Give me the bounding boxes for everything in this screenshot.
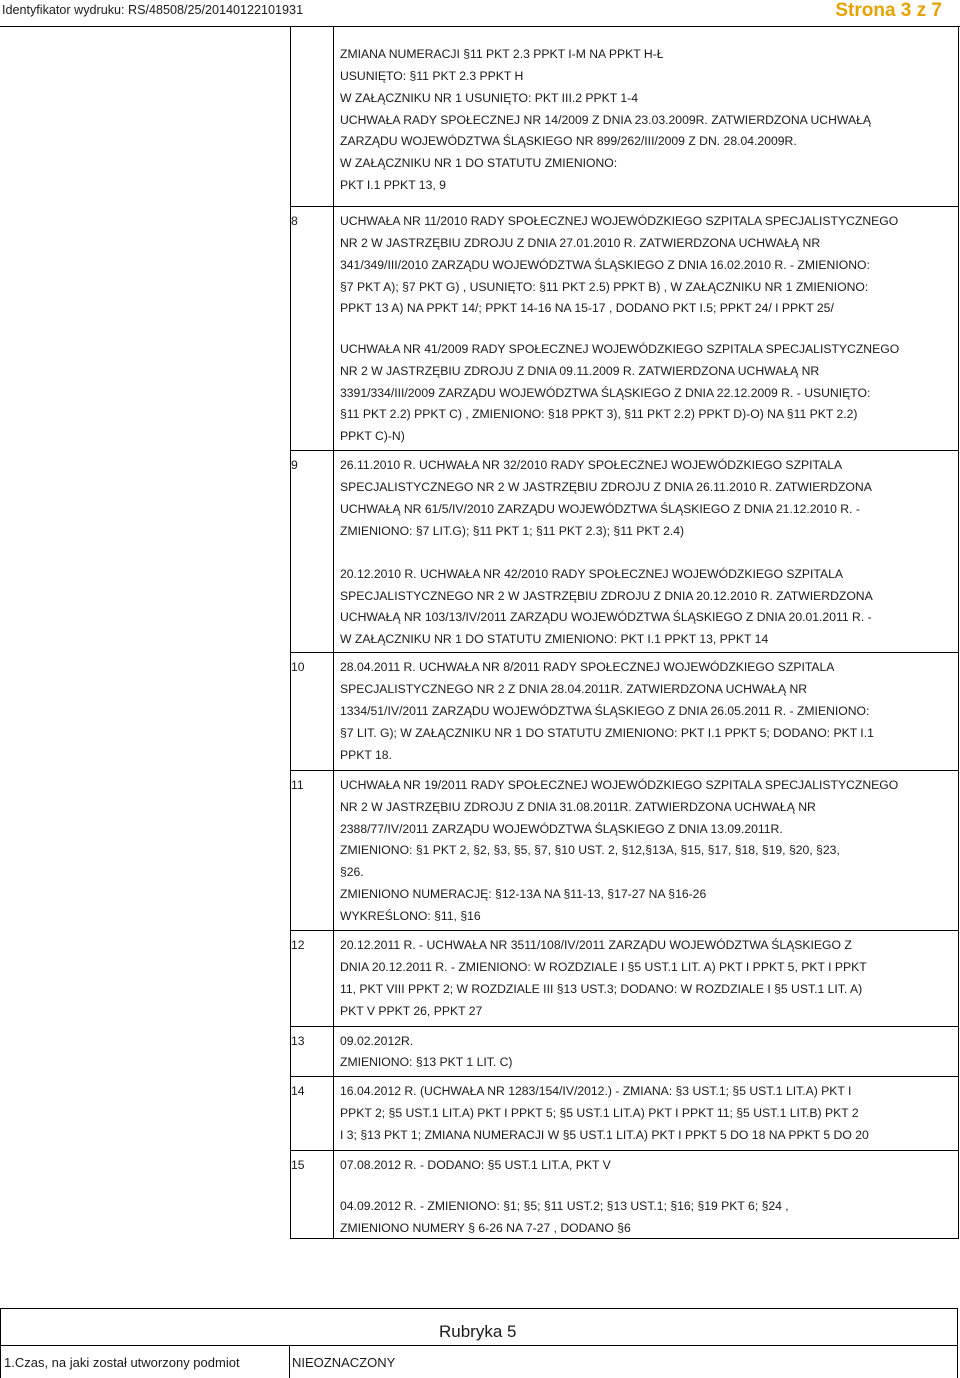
row-separator — [290, 206, 958, 207]
entry-line: 16.04.2012 R. (UCHWAŁA NR 1283/154/IV/2012.) - ZMIANA: §3 UST.1; §5 UST.1 LIT.A) PKT I — [340, 1084, 852, 1098]
entry-line: UCHWAŁA NR 41/2009 RADY SPOŁECZNEJ WOJEWÓDZKIEGO SZPITALA SPECJALISTYCZNEGO — [340, 342, 900, 356]
row-separator — [290, 652, 958, 653]
entry-line: PPKT 13 A) NA PPKT 14/; PPKT 14-16 NA 15-17 , DODANO PKT I.5; PPKT 24/ I PPKT 25/ — [340, 301, 834, 315]
entry-line: PPKT C)-N) — [340, 429, 405, 443]
entry-line: UCHWAŁĄ NR 61/5/IV/2010 ZARZĄDU WOJEWÓDZTWA ŚLĄSKIEGO Z DNIA 21.12.2010 R. - — [340, 502, 860, 516]
column-divider — [333, 26, 334, 1238]
footer-left-edge — [0, 1308, 1, 1378]
entry-line: UCHWAŁA NR 11/2010 RADY SPOŁECZNEJ WOJEWÓDZKIEGO SZPITALA SPECJALISTYCZNEGO — [340, 214, 899, 228]
entry-line: UCHWAŁĄ NR 103/13/IV/2011 ZARZĄDU WOJEWÓDZTWA ŚLĄSKIEGO Z DNIA 20.01.2011 R. - — [340, 610, 872, 624]
page-number: Strona 3 z 7 — [835, 0, 942, 21]
entry-line: 3391/334/III/2009 ZARZĄDU WOJEWÓDZTWA ŚLĄSKIEGO Z DNIA 22.12.2009 R. - USUNIĘTO: — [340, 386, 871, 400]
entry-line: ZMIENIONO: §7 LIT.G); §11 PKT 1; §11 PKT 2.3); §11 PKT 2.4) — [340, 524, 685, 538]
entry-line: DNIA 20.12.2011 R. - ZMIENIONO: W ROZDZIALE I §5 UST.1 LIT. A) PKT I PPKT 5, PKT I PPKT — [340, 960, 867, 974]
entry-line: UCHWAŁA RADY SPOŁECZNEJ NR 14/2009 Z DNIA 23.03.2009R. ZATWIERDZONA UCHWAŁĄ — [340, 113, 871, 127]
footer-top-rule — [0, 1308, 958, 1309]
row-number: 13 — [291, 1034, 305, 1048]
entry-line: 11, PKT VIII PPKT 2; W ROZDZIALE III §13 UST.3; DODANO: W ROZDZIALE I §5 UST.1 LIT. A) — [340, 982, 863, 996]
entry-line: §7 LIT. G); W ZAŁĄCZNIKU NR 1 DO STATUTU ZMIENIONO: PKT I.1 PPKT 5; DODANO: PKT I.1 — [340, 726, 874, 740]
entry-line: ZMIANA NUMERACJI §11 PKT 2.3 PPKT I-M NA PPKT H-Ł — [340, 47, 664, 61]
field-label: 1.Czas, na jaki został utworzony podmiot — [4, 1355, 240, 1370]
row-number: 10 — [291, 660, 305, 674]
entry-line: PPKT 18. — [340, 748, 392, 762]
entry-line: 09.02.2012R. — [340, 1034, 414, 1048]
entry-line: PKT I.1 PPKT 13, 9 — [340, 178, 446, 192]
entry-line: ZMIENIONO: §13 PKT 1 LIT. C) — [340, 1055, 513, 1069]
row-number: 12 — [291, 938, 305, 952]
entry-line: SPECJALISTYCZNEGO NR 2 W JASTRZĘBIU ZDROJU Z DNIA 20.12.2010 R. ZATWIERDZONA — [340, 589, 873, 603]
entry-line: 2388/77/IV/2011 ZARZĄDU WOJEWÓDZTWA ŚLĄSKIEGO Z DNIA 13.09.2011R. — [340, 822, 783, 836]
entry-line: 04.09.2012 R. - ZMIENIONO: §1; §5; §11 UST.2; §13 UST.1; §16; §19 PKT 6; §24 , — [340, 1199, 789, 1213]
entry-line: W ZAŁĄCZNIKU NR 1 DO STATUTU ZMIENIONO: PKT I.1 PPKT 13, PPKT 14 — [340, 632, 769, 646]
entry-line: 20.12.2010 R. UCHWAŁA NR 42/2010 RADY SPOŁECZNEJ WOJEWÓDZKIEGO SZPITALA — [340, 567, 844, 581]
row-separator — [290, 450, 958, 451]
entry-line: 1334/51/IV/2011 ZARZĄDU WOJEWÓDZTWA ŚLĄSKIEGO Z DNIA 26.05.2011 R. - ZMIENIONO: — [340, 704, 870, 718]
entry-line: 07.08.2012 R. - DODANO: §5 UST.1 LIT.A, PKT V — [340, 1158, 611, 1172]
row-number: 15 — [291, 1158, 305, 1172]
entry-line: SPECJALISTYCZNEGO NR 2 W JASTRZĘBIU ZDROJU Z DNIA 26.11.2010 R. ZATWIERDZONA — [340, 480, 872, 494]
entry-line: 26.11.2010 R. UCHWAŁA NR 32/2010 RADY SPOŁECZNEJ WOJEWÓDZKIEGO SZPITALA — [340, 458, 843, 472]
entry-line: USUNIĘTO: §11 PKT 2.3 PPKT H — [340, 69, 524, 83]
entry-line: 20.12.2011 R. - UCHWAŁA NR 3511/108/IV/2011 ZARZĄDU WOJEWÓDZTWA ŚLĄSKIEGO Z — [340, 938, 852, 952]
footer-field-divider — [289, 1345, 290, 1378]
section-title: Rubryka 5 — [439, 1322, 517, 1341]
entry-line: §7 PKT A); §7 PKT G) , USUNIĘTO: §11 PKT 2.5) PPKT B) , W ZAŁĄCZNIKU NR 1 ZMIENIONO: — [340, 280, 869, 294]
footer-right-edge — [957, 1308, 958, 1378]
entry-line: NR 2 W JASTRZĘBIU ZDROJU Z DNIA 09.11.2009 R. ZATWIERDZONA UCHWAŁĄ NR — [340, 364, 820, 378]
entry-line: ZMIENIONO: §1 PKT 2, §2, §3, §5, §7, §10 UST. 2, §12,§13A, §15, §17, §18, §19, §20, §23, — [340, 843, 840, 857]
row-separator — [290, 770, 958, 771]
row-number: 14 — [291, 1084, 305, 1098]
print-identifier: Identyfikator wydruku: RS/48508/25/20140122101931 — [2, 3, 304, 17]
row-number: 11 — [291, 778, 304, 792]
entry-line: NR 2 W JASTRZĘBIU ZDROJU Z DNIA 27.01.2010 R. ZATWIERDZONA UCHWAŁĄ NR — [340, 236, 821, 250]
row-number: 8 — [291, 214, 298, 228]
row-separator — [290, 1076, 958, 1077]
entry-line: W ZAŁĄCZNIKU NR 1 DO STATUTU ZMIENIONO: — [340, 156, 618, 170]
entry-line: §26. — [340, 865, 364, 879]
entry-line: ZMIENIONO NUMERACJĘ: §12-13A NA §11-13, §17-27 NA §16-26 — [340, 887, 707, 901]
entry-line: I 3; §13 PKT 1; ZMIANA NUMERACJI W §5 UST.1 LIT.A) PKT I PPKT 5 DO 18 NA PPKT 5 DO 20 — [340, 1128, 869, 1142]
row-separator — [290, 930, 958, 931]
entry-line: WYKREŚLONO: §11, §16 — [340, 909, 481, 923]
entry-line: ZARZĄDU WOJEWÓDZTWA ŚLĄSKIEGO NR 899/262/III/2009 Z DN. 28.04.2009R. — [340, 134, 797, 148]
entry-line: 28.04.2011 R. UCHWAŁA NR 8/2011 RADY SPOŁECZNEJ WOJEWÓDZKIEGO SZPITALA — [340, 660, 835, 674]
entry-line: UCHWAŁA NR 19/2011 RADY SPOŁECZNEJ WOJEWÓDZKIEGO SZPITALA SPECJALISTYCZNEGO — [340, 778, 899, 792]
footer-mid-rule — [0, 1345, 958, 1346]
entry-line: §11 PKT 2.2) PPKT C) , ZMIENIONO: §18 PPKT 3), §11 PKT 2.2) PPKT D)-O) NA §11 PKT 2.2) — [340, 407, 858, 421]
entry-line: 341/349/III/2010 ZARZĄDU WOJEWÓDZTWA ŚLĄSKIEGO Z DNIA 16.02.2010 R. - ZMIENIONO: — [340, 258, 870, 272]
entry-line: PPKT 2; §5 UST.1 LIT.A) PKT I PPKT 5; §5 UST.1 LIT.A) PKT I PPKT 11; §5 UST.1 LIT.B) PKT 2 — [340, 1106, 859, 1120]
entry-line: W ZAŁĄCZNIKU NR 1 USUNIĘTO: PKT III.2 PPKT 1-4 — [340, 91, 638, 105]
row-separator — [290, 1150, 958, 1151]
field-value: NIEOZNACZONY — [292, 1355, 396, 1370]
row-separator — [290, 1026, 958, 1027]
entry-line: ZMIENIONO NUMERY § 6-26 NA 7-27 , DODANO §6 — [340, 1221, 631, 1235]
entry-line: PKT V PPKT 26, PPKT 27 — [340, 1004, 483, 1018]
entry-line: SPECJALISTYCZNEGO NR 2 Z DNIA 28.04.2011R. ZATWIERDZONA UCHWAŁĄ NR — [340, 682, 808, 696]
entry-line: NR 2 W JASTRZĘBIU ZDROJU Z DNIA 31.08.2011R. ZATWIERDZONA UCHWAŁĄ NR — [340, 800, 816, 814]
row-number: 9 — [291, 458, 298, 472]
